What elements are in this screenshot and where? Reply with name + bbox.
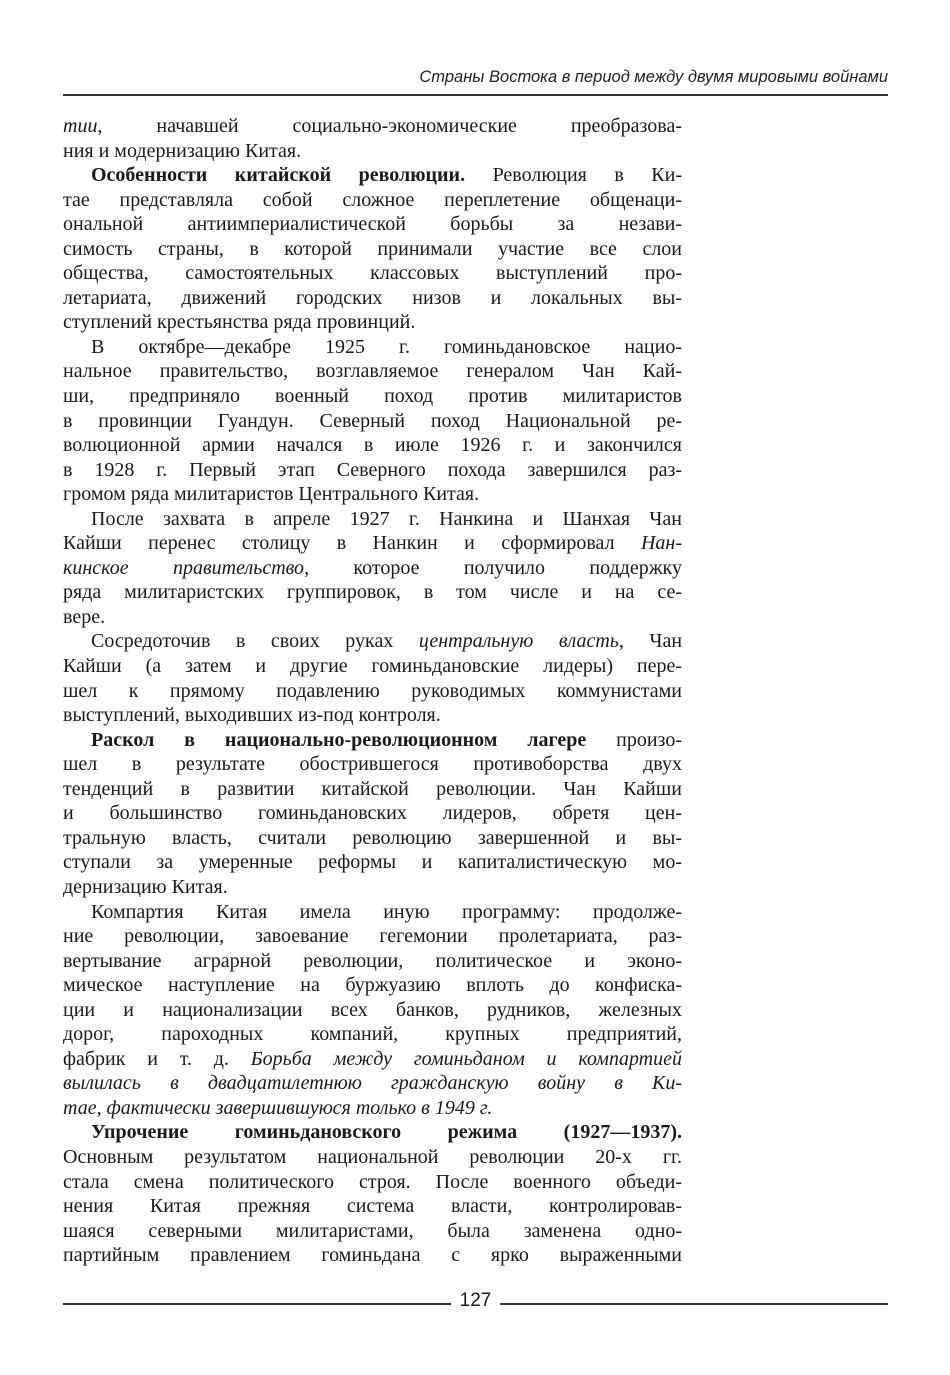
text-run: в провинции Гуандун. Северный поход Национальной ре- [63,409,682,432]
bold-heading: Упрочение гоминьдановского режима (1927—1937). [91,1121,682,1144]
text-line [63,949,682,974]
text-run: вертывание аграрной революции, политическое и эконо- [63,949,682,972]
text-run: выступлений, выходивших из-под контроля. [63,704,441,727]
text-run: дернизацию Китая. [63,875,228,898]
footer-rule-right [500,1303,888,1305]
text-line [63,1194,682,1219]
text-run: произо- [586,728,682,751]
italic-text: тае, фактически завершившуюся только в 1949 г. [63,1096,493,1119]
text-run: После захвата в апреле 1927 г. Нанкина и Шанхая Чан [91,507,682,530]
text-run: Кайши перенес столицу в Нанкин и сформировал [63,532,641,555]
text-run: , начавшей социально-экономические преобразова- [97,115,682,137]
bold-heading: Особенности китайской революции. [91,164,466,187]
text-line [63,850,682,875]
text-run: Компартия Китая имела иную программу: продолже- [91,900,682,923]
text-line [63,777,682,802]
text-line [63,237,682,262]
text-line [63,826,682,851]
text-line [63,1219,682,1244]
paragraph [63,507,682,630]
text-line [63,654,682,679]
text-run: Сосредоточив в своих руках [91,630,419,653]
text-run: и большинство гоминьдановских лидеров, обретя цен- [63,802,682,825]
text-run: ния и модернизацию Китая. [63,139,302,162]
header-rule [63,94,888,96]
running-header: Страны Востока в период между двумя мировыми войнами [419,68,888,86]
text-run: Кайши (а затем и другие гоминьдановские лидеры) пере- [63,655,682,678]
text-run: шел к прямому подавлению руководимых коммунистами [63,679,682,702]
text-line [63,310,682,335]
text-line [63,728,682,753]
text-run: симость страны, в которой принимали участие все слои [63,237,682,260]
text-line [63,212,682,237]
text-line [63,261,682,286]
text-run: нения Китая прежняя система власти, контролировав- [63,1195,682,1218]
italic-text: кинское правительство [63,556,305,579]
text-run: громом ряда милитаристов Центрального Китая. [63,483,480,506]
text-line [63,605,682,630]
italic-text: Борьба между гоминьданом и компартией [250,1047,682,1070]
page-number: 127 [459,1290,492,1311]
text-line [63,188,682,213]
text-run: дорог, пароходных компаний, крупных предприятий, [63,1023,682,1046]
text-line [63,433,682,458]
text-line [63,1071,682,1096]
text-run: в 1928 г. Первый этап Северного похода завершился раз- [63,458,682,481]
text-line [63,629,682,654]
page-footer [63,1290,888,1316]
italic-text: вылилась в двадцатилетнюю гражданскую войну в Ки- [63,1072,682,1095]
paragraph [63,900,682,1121]
text-line [63,1047,682,1072]
text-line [63,1243,682,1268]
text-line [63,924,682,949]
text-line [63,482,682,507]
text-run: , которое получило поддержку [304,556,682,579]
footer-rule-left [63,1303,451,1305]
paragraph [63,1120,682,1267]
text-run: фабрик и т. д. [63,1047,251,1070]
text-run: ции и национализации всех банков, рудников, железных [63,998,682,1021]
text-line [63,335,682,360]
text-run: волюционной армии начался в июле 1926 г. и закончился [63,434,682,457]
italic-text: центральную власть [418,630,619,653]
text-run: ние революции, завоевание гегемонии пролетариата, раз- [63,925,682,948]
text-line [63,384,682,409]
text-line [63,703,682,728]
text-run: шаяся северными милитаристами, была заменена одно- [63,1219,682,1242]
italic-text: Нан- [640,532,682,555]
text-run: летариата, движений городских низов и локальных вы- [63,286,682,309]
text-line [63,1120,682,1145]
paragraph [63,114,682,163]
text-run: нальное правительство, возглавляемое генералом Чан Кай- [63,360,682,383]
text-line [63,679,682,704]
text-run: ступлений крестьянства ряда провинций. [63,311,416,334]
text-run: вере. [63,605,106,628]
paragraph [63,629,682,727]
bold-heading: Раскол в национально-революционном лагере [91,728,587,751]
text-run: тральную власть, считали революцию завершенной и вы- [63,826,682,849]
paragraph [63,335,682,507]
text-run: мическое наступление на буржуазию вплоть до конфиска- [63,974,682,997]
text-line [63,1096,682,1121]
text-line [63,752,682,777]
text-run: В октябре—декабре 1925 г. гоминьдановское нацио- [91,335,682,358]
text-line [63,973,682,998]
text-line [63,900,682,925]
text-line [63,531,682,556]
text-line [63,409,682,434]
italic-text: тии [63,115,98,137]
text-line [63,286,682,311]
text-run: стала смена политического строя. После военного объеди- [63,1170,682,1193]
text-line [63,801,682,826]
text-run: ши, предприняло военный поход против милитаристов [63,385,682,408]
text-run: общества, самостоятельных классовых выступлений про- [63,262,682,285]
text-line [63,458,682,483]
body-text [63,114,682,1268]
text-line [63,556,682,581]
text-run: ональной антиимпериалистической борьбы за незави- [63,213,682,236]
text-run: ступали за умеренные реформы и капиталистическую мо- [63,851,682,874]
text-line [63,507,682,532]
text-run: тае представляла собой сложное переплетение общенаци- [63,188,682,211]
text-line [63,875,682,900]
text-line [63,114,682,139]
text-run: ряда милитаристских группировок, в том числе и на се- [63,581,682,604]
text-run: партийным правлением гоминьдана с ярко выраженными [63,1244,682,1267]
text-run: тенденций в развитии китайской революции. Чан Кайши [63,777,682,800]
text-run: шел в результате обострившегося противоборства двух [63,753,682,776]
text-line [63,1145,682,1170]
text-line [63,163,682,188]
text-line [63,998,682,1023]
text-line [63,1170,682,1195]
text-line [63,359,682,384]
text-run: , Чан [618,630,683,653]
text-run: Революция в Ки- [465,164,683,187]
paragraph [63,728,682,900]
paragraph [63,163,682,335]
text-line [63,1022,682,1047]
text-line [63,580,682,605]
text-run: Основным результатом национальной революции 20-х гг. [63,1145,682,1168]
text-line [63,139,682,164]
